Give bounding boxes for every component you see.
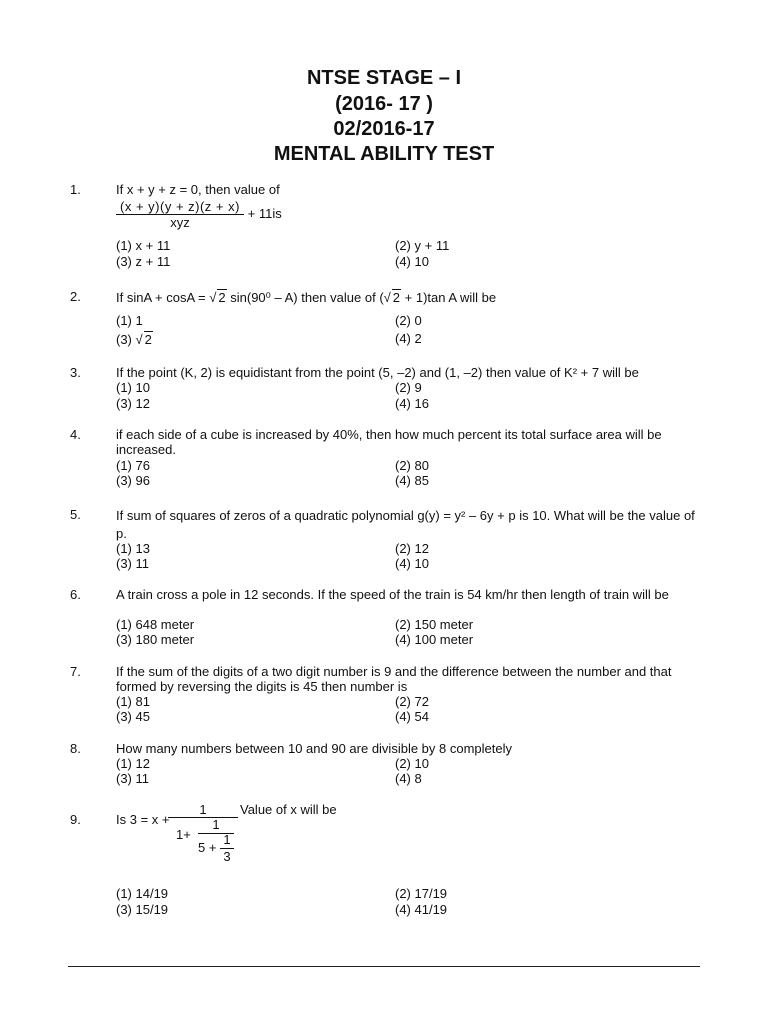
option-4[interactable]: (4) 16: [395, 396, 429, 411]
footer-divider: [68, 966, 700, 967]
exam-title-line-1: NTSE STAGE – I: [306, 67, 462, 89]
continued-fraction: [168, 802, 238, 868]
fraction-denominator-value: 3: [223, 849, 231, 864]
option-3[interactable]: (3) 11: [116, 556, 149, 571]
fraction-numerator: 1: [212, 817, 220, 832]
question-stem-part: If: [116, 290, 124, 305]
math-expression: sinA + cosA =: [126, 290, 206, 305]
fraction-denominator: xyz: [116, 214, 244, 230]
question-number: 2.: [70, 289, 81, 304]
question-number: 7.: [70, 664, 81, 679]
exam-title-line-4: MENTAL ABILITY TEST: [273, 143, 495, 165]
question-number: 8.: [70, 741, 81, 756]
math-paren: (: [379, 290, 384, 305]
option-1[interactable]: (1) 10: [116, 380, 150, 395]
option-3[interactable]: (3) 96: [116, 473, 150, 488]
question-text: If the point (K, 2) is equidistant from the point (5, –2) and (1, –2) then value of K² + 7 will be: [116, 365, 639, 380]
option-3[interactable]: (3) √ 2: [116, 332, 152, 347]
math-expression: sin(90⁰ – A): [230, 290, 298, 305]
exam-title-line-2: (2016- 17 ): [335, 93, 433, 115]
option-1[interactable]: (1) 13: [116, 541, 150, 556]
question-text: If sinA + cosA = √ 2 sin(90⁰ – A) then value of (√ 2 + 1)tan A will be: [116, 290, 497, 305]
option-2[interactable]: (2) 10: [395, 756, 429, 771]
question-text: A train cross a pole in 12 seconds. If the speed of the train is 54 km/hr then length of train will be: [116, 587, 669, 602]
option-1[interactable]: (1) 14/19: [116, 886, 169, 901]
denominator-lead: 5 +: [198, 840, 217, 855]
option-1[interactable]: (1) 76: [116, 458, 150, 473]
option-2[interactable]: (2) 17/19: [395, 886, 448, 901]
sqrt-radicand: 2: [392, 290, 401, 305]
question-text: [116, 182, 701, 230]
option-1[interactable]: (1) 1: [116, 313, 143, 328]
sqrt-radicand: 2: [144, 332, 152, 347]
fraction-numerator: (x + y)(y + z)(z + x): [120, 199, 240, 214]
question-stem-part: Value of x will be: [240, 802, 337, 817]
option-3[interactable]: (3) 15/19: [116, 902, 169, 917]
option-1[interactable]: (1) x + 11: [116, 238, 171, 253]
option-2[interactable]: (2) 72: [395, 694, 429, 709]
option-4[interactable]: (4) 10: [395, 556, 429, 571]
denominator-lead: 1+: [176, 827, 191, 842]
question-stem: If x + y + z = 0, then value of: [116, 182, 280, 197]
sqrt-radicand: 2: [218, 290, 226, 305]
exam-title-line-3: 02/2016-17: [333, 118, 435, 140]
question-number: 6.: [70, 587, 81, 602]
option-4[interactable]: (4) 8: [395, 771, 422, 786]
fraction-denominator: [168, 818, 238, 868]
option-label: (3): [116, 332, 132, 347]
question-stem-part: Is: [116, 812, 127, 827]
option-4[interactable]: (4) 10: [395, 254, 429, 269]
option-3[interactable]: (3) 180 meter: [116, 632, 195, 647]
fraction-numerator: 1: [199, 802, 207, 817]
math-expression: 3 = x +: [129, 812, 170, 827]
option-3[interactable]: (3) 11: [116, 771, 149, 786]
option-3[interactable]: (3) 12: [116, 396, 150, 411]
option-1[interactable]: (1) 81: [116, 694, 150, 709]
question-text: if each side of a cube is increased by 40%, then how much percent its total surface area will be increased.: [116, 427, 662, 457]
expression-tail: + 11is: [247, 205, 282, 221]
option-2[interactable]: (2) 12: [395, 541, 429, 556]
question-number: 9.: [70, 812, 81, 827]
question-text: How many numbers between 10 and 90 are divisible by 8 completely: [116, 741, 512, 756]
option-3[interactable]: (3) 45: [116, 709, 150, 724]
question-number: 3.: [70, 365, 81, 380]
question-stem-part: then value of: [301, 290, 376, 305]
option-4[interactable]: (4) 2: [395, 331, 422, 346]
option-2[interactable]: (2) y + 11: [395, 238, 450, 253]
option-2[interactable]: (2) 150 meter: [395, 617, 474, 632]
option-2[interactable]: (2) 0: [395, 313, 422, 328]
question-text: If the sum of the digits of a two digit number is 9 and the difference between the number and that formed by reversing the digits is 45 then number is: [116, 664, 672, 694]
option-4[interactable]: (4) 85: [395, 473, 429, 488]
question-number: 5.: [70, 507, 81, 522]
question-text: If sum of squares of zeros of a quadratic polynomial g(y) = y² – 6y + p is 10. What will be the value of p.: [116, 508, 695, 541]
fraction-numerator: 1: [223, 832, 231, 847]
option-4[interactable]: (4) 100 meter: [395, 632, 474, 647]
option-4[interactable]: (4) 54: [395, 709, 429, 724]
question-expression: [116, 199, 701, 230]
option-1[interactable]: (1) 648 meter: [116, 617, 195, 632]
option-2[interactable]: (2) 80: [395, 458, 429, 473]
question-number: 4.: [70, 427, 81, 442]
question-number: 1.: [70, 182, 81, 197]
math-expression: + 1)tan A will be: [404, 290, 497, 305]
option-1[interactable]: (1) 12: [116, 756, 150, 771]
option-2[interactable]: (2) 9: [395, 380, 422, 395]
fraction: [116, 199, 244, 230]
option-4[interactable]: (4) 41/19: [395, 902, 448, 917]
option-3[interactable]: (3) z + 11: [116, 254, 171, 269]
